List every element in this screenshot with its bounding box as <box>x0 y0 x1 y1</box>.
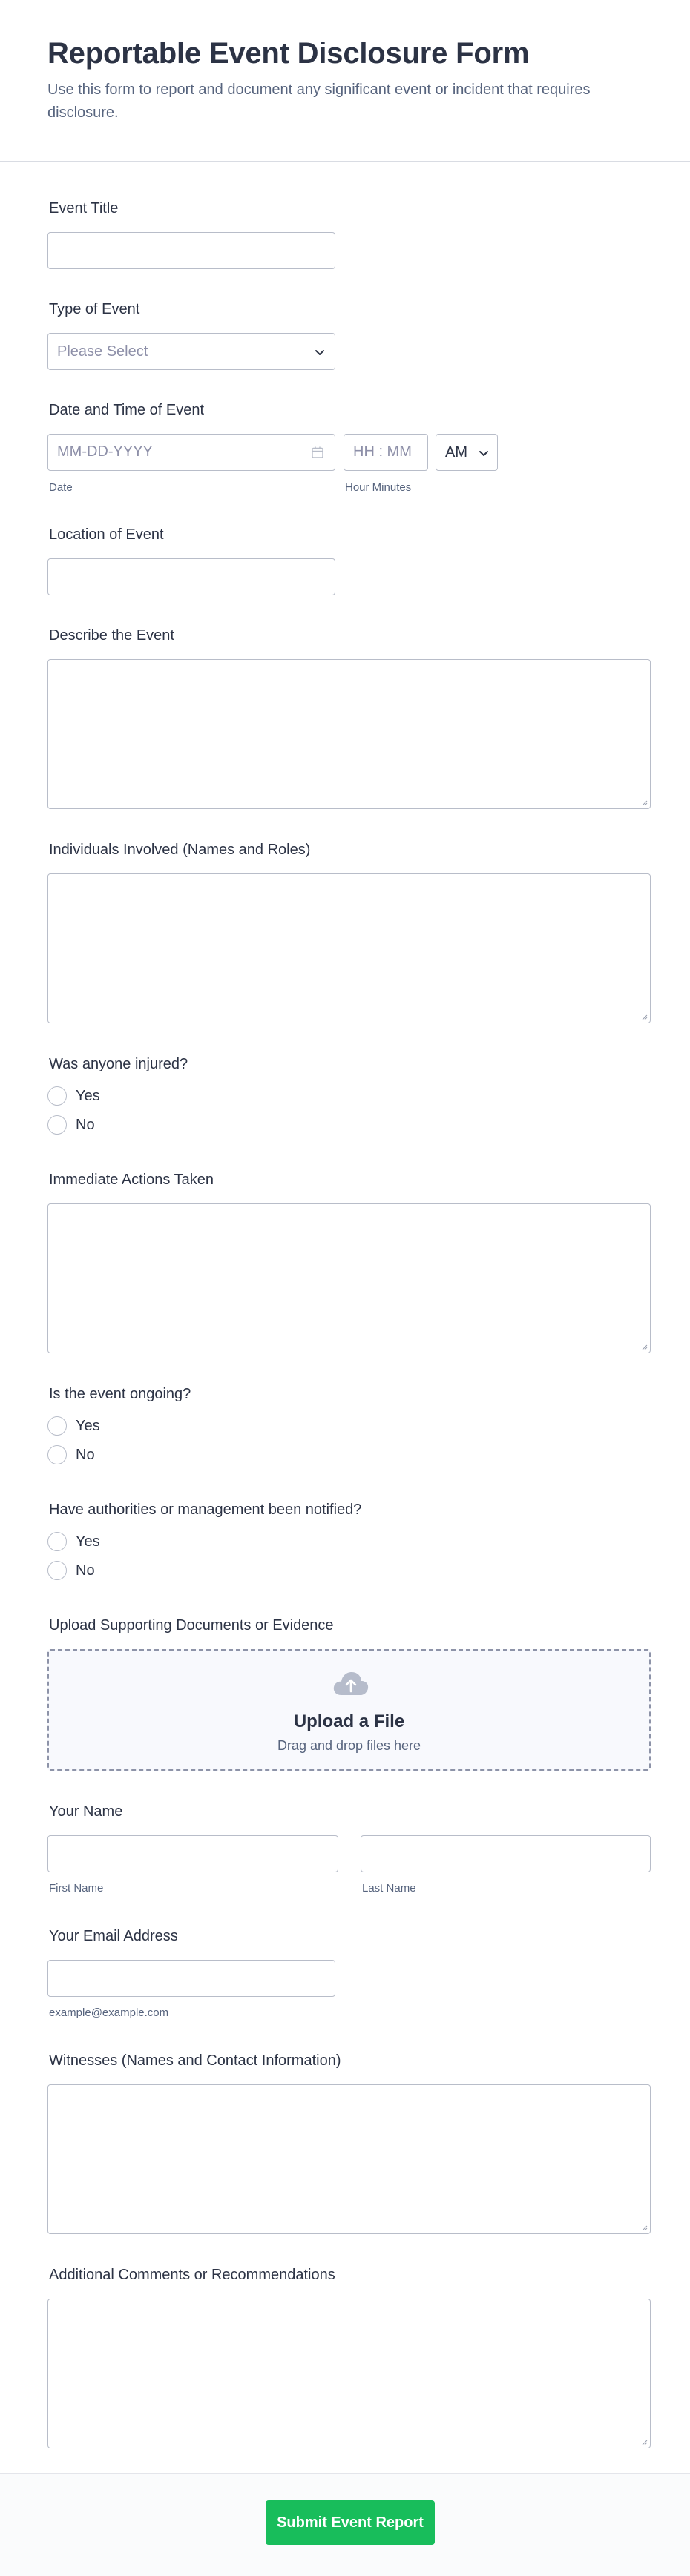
injured-yes-radio[interactable] <box>47 1086 67 1106</box>
time-input[interactable] <box>344 434 428 471</box>
describe-label: Describe the Event <box>49 627 174 644</box>
date-placeholder: MM-DD-YYYY <box>57 443 153 460</box>
resize-grip-icon[interactable] <box>640 1013 648 1020</box>
date-input[interactable] <box>47 434 335 471</box>
last-name-sublabel: Last Name <box>362 1882 416 1895</box>
event-type-label: Type of Event <box>49 301 140 317</box>
injured-no-radio[interactable] <box>47 1115 67 1135</box>
event-title-label: Event Title <box>49 200 119 217</box>
witnesses-textarea[interactable] <box>47 2084 651 2234</box>
email-sublabel: example@example.com <box>49 2007 169 2019</box>
location-input[interactable] <box>47 558 335 595</box>
notified-label: Have authorities or management been notified? <box>49 1502 362 1518</box>
chevron-down-icon <box>478 447 490 459</box>
resize-grip-icon[interactable] <box>640 1343 648 1350</box>
resize-grip-icon[interactable] <box>640 2438 648 2445</box>
actions-textarea[interactable] <box>47 1203 651 1353</box>
datetime-label: Date and Time of Event <box>49 402 205 418</box>
form-title: Reportable Event Disclosure Form <box>47 37 530 70</box>
ongoing-yes-label[interactable]: Yes <box>76 1418 100 1434</box>
form-footer <box>0 2473 690 2576</box>
comments-label: Additional Comments or Recommendations <box>49 2267 335 2283</box>
form-subtitle: Use this form to report and document any significant event or incident that requires disclosure. <box>47 82 591 121</box>
chevron-down-icon <box>314 346 326 358</box>
injured-yes-label[interactable]: Yes <box>76 1088 100 1104</box>
email-label: Your Email Address <box>49 1928 178 1944</box>
resize-grip-icon[interactable] <box>640 2224 648 2231</box>
injured-no-label[interactable]: No <box>76 1117 95 1133</box>
individuals-label: Individuals Involved (Names and Roles) <box>49 842 311 858</box>
location-label: Location of Event <box>49 526 164 543</box>
date-sublabel: Date <box>49 481 73 494</box>
witnesses-label: Witnesses (Names and Contact Information) <box>49 2052 341 2069</box>
event-title-input[interactable] <box>47 232 335 269</box>
time-sublabel: Hour Minutes <box>345 481 412 494</box>
upload-label: Upload Supporting Documents or Evidence <box>49 1617 334 1634</box>
notified-no-label[interactable]: No <box>76 1562 95 1579</box>
injured-label: Was anyone injured? <box>49 1056 188 1072</box>
resize-grip-icon[interactable] <box>640 799 648 806</box>
form-header <box>0 0 690 162</box>
upload-subtitle: Drag and drop files here <box>277 1738 421 1753</box>
ampm-value: AM <box>445 443 467 460</box>
event-type-placeholder: Please Select <box>57 343 148 360</box>
comments-textarea[interactable] <box>47 2299 651 2448</box>
ongoing-no-radio[interactable] <box>47 1445 67 1464</box>
name-label: Your Name <box>49 1803 123 1820</box>
ongoing-no-label[interactable]: No <box>76 1447 95 1463</box>
individuals-textarea[interactable] <box>47 873 651 1023</box>
actions-label: Immediate Actions Taken <box>49 1172 214 1188</box>
notified-no-radio[interactable] <box>47 1561 67 1580</box>
describe-textarea[interactable] <box>47 659 651 809</box>
notified-yes-label[interactable]: Yes <box>76 1533 100 1550</box>
last-name-input[interactable] <box>361 1835 651 1872</box>
event-type-select[interactable] <box>47 333 335 370</box>
ampm-select[interactable] <box>436 434 498 471</box>
file-upload-dropzone[interactable] <box>47 1649 651 1771</box>
first-name-input[interactable] <box>47 1835 338 1872</box>
email-input[interactable] <box>47 1960 335 1997</box>
ongoing-yes-radio[interactable] <box>47 1416 67 1436</box>
first-name-sublabel: First Name <box>49 1882 104 1895</box>
submit-button[interactable]: Submit Event Report <box>266 2500 435 2545</box>
ongoing-label: Is the event ongoing? <box>49 1386 191 1402</box>
calendar-icon[interactable] <box>311 446 324 459</box>
upload-title: Upload a File <box>293 1711 405 1731</box>
notified-yes-radio[interactable] <box>47 1532 67 1551</box>
cloud-upload-icon <box>332 1670 369 1697</box>
time-placeholder: HH : MM <box>353 443 412 460</box>
